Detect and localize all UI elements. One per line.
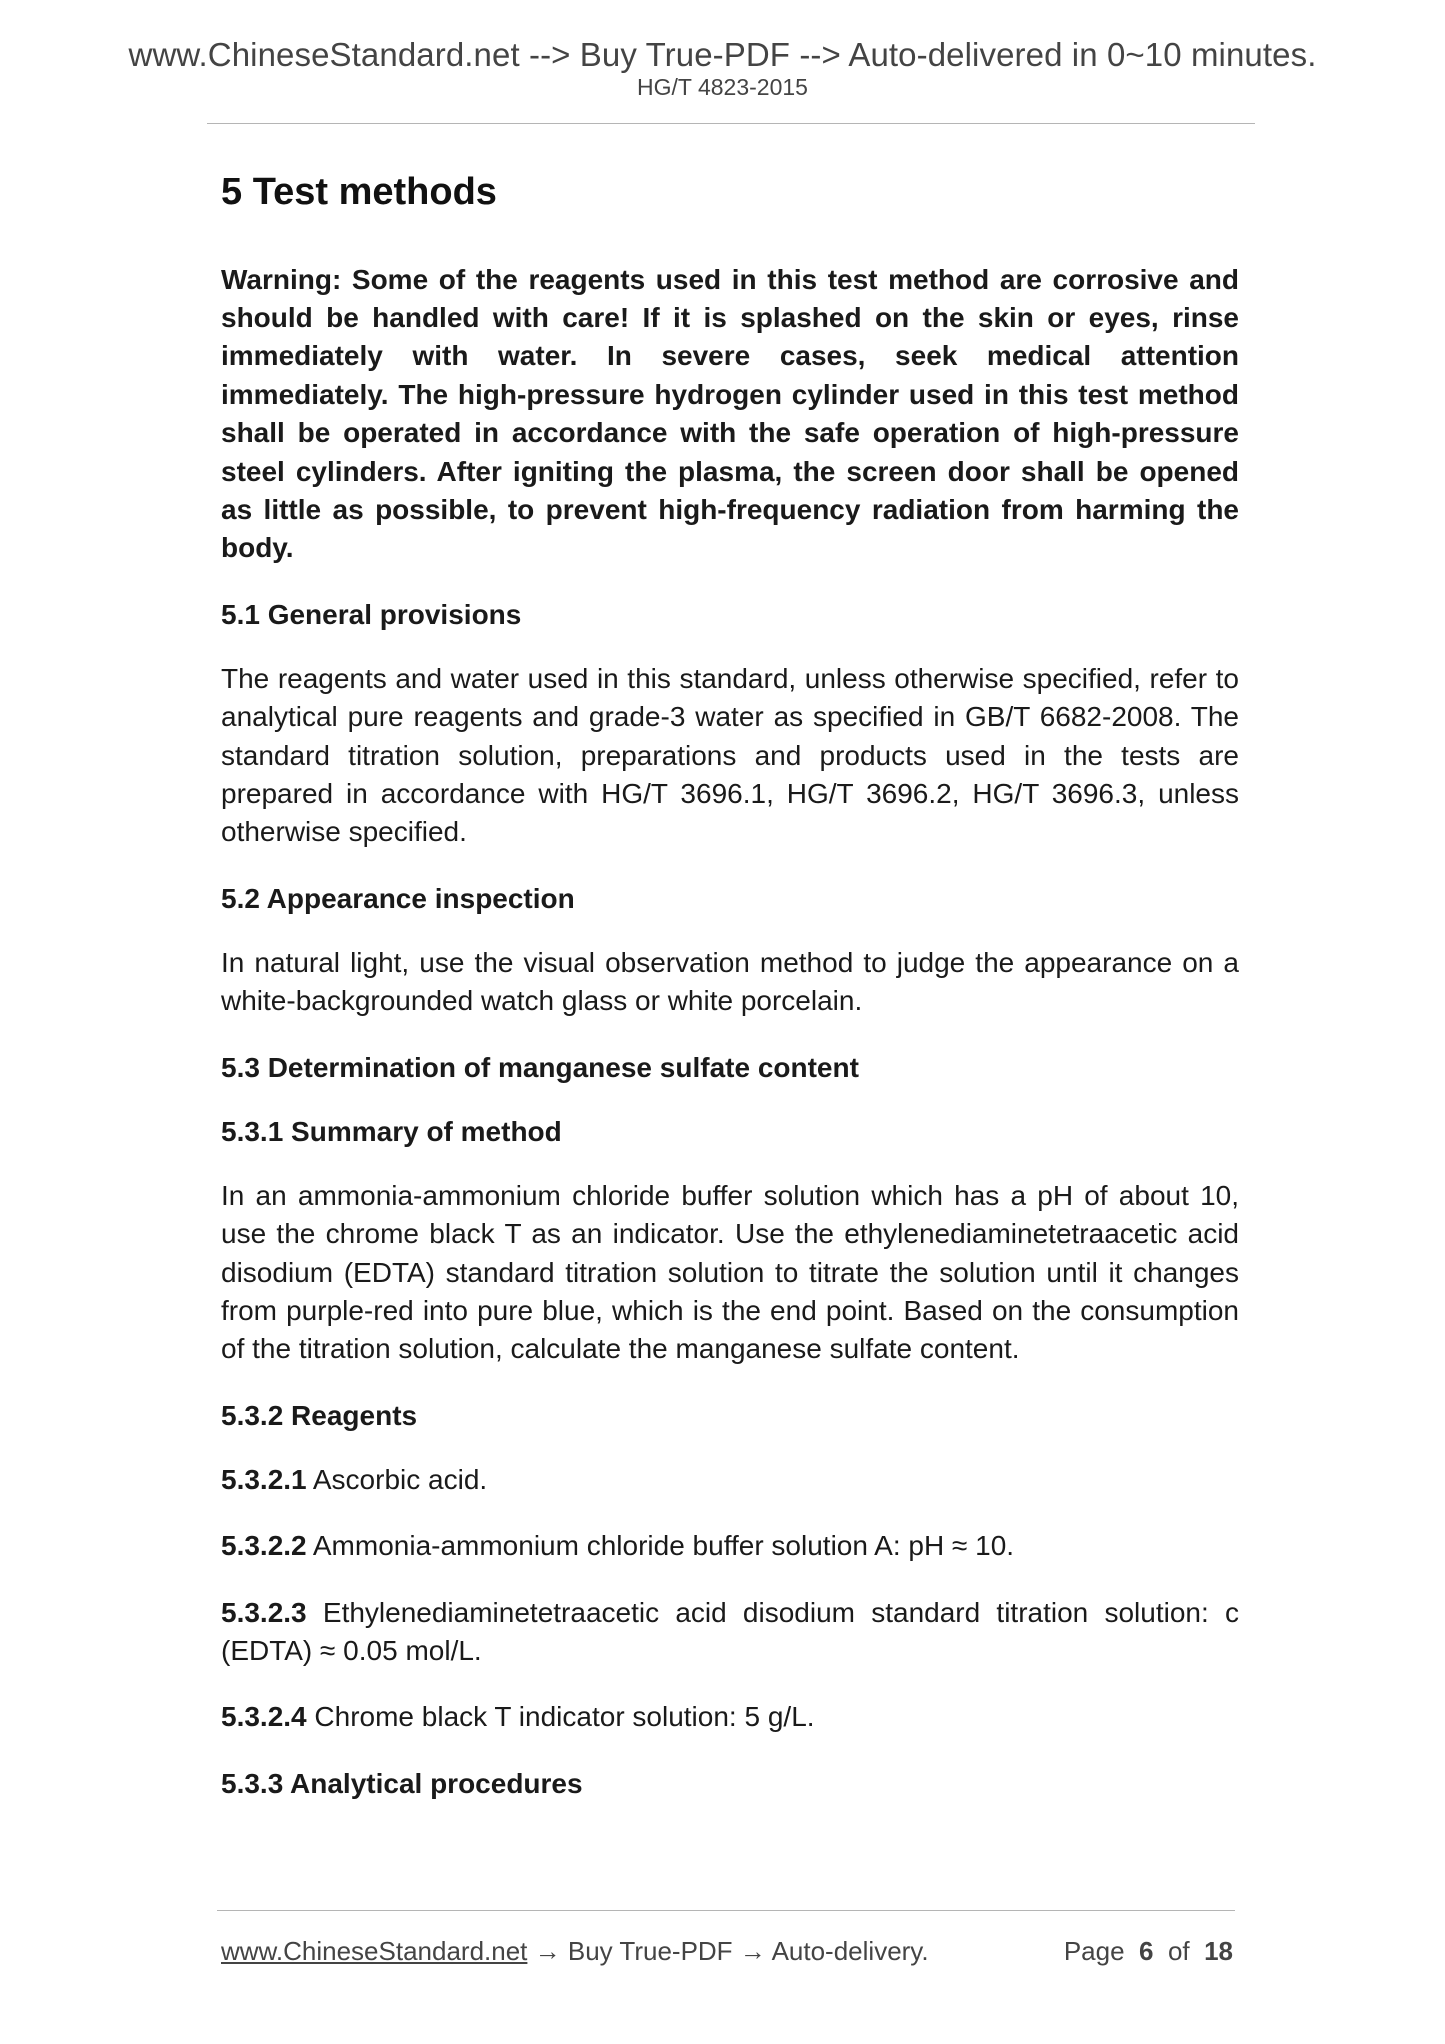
heading-5-3-3: 5.3.3 Analytical procedures <box>221 1767 583 1799</box>
reagent-text: Chrome black T indicator solution: 5 g/L. <box>314 1701 815 1733</box>
page-content <box>221 170 1239 1829</box>
heading-5-2: 5.2 Appearance inspection <box>221 882 575 914</box>
reagent-number: 5.3.2.4 <box>221 1701 307 1733</box>
section-title: 5 Test methods <box>221 171 497 213</box>
paragraph-5-2: In natural light, use the visual observation method to judge the appearance on a white-backgrounded watch glass or white porcelain. <box>221 946 1239 1017</box>
warning-paragraph: Warning: Some of the reagents used in this test method are corrosive and should be handled with care! If it is splashed on the skin or eyes, rinse immediately with water. In severe cases, seek medical attention immediately. The high-pressure hydrogen cylinder used in this test method shall be operated in accordance with the safe operation of high-pressure steel cylinders. After igniting the plasma, the screen door shall be opened as little as possible, to prevent high-frequency radiation from harming the body. <box>221 263 1239 564</box>
document-code: HG/T 4823-2015 <box>637 74 808 100</box>
reagent-item-1 <box>221 1461 1239 1499</box>
reagent-text: Ammonia-ammonium chloride buffer solution A: pH ≈ 10. <box>312 1530 1015 1562</box>
reagent-number: 5.3.2.3 <box>221 1596 307 1628</box>
page-footer <box>221 1934 1233 1968</box>
heading-5-1: 5.1 General provisions <box>221 598 522 630</box>
reagent-number: 5.3.2.1 <box>221 1463 307 1495</box>
page-indicator <box>1064 1934 1233 1968</box>
footer-tagline: → Buy True-PDF → Auto-delivery. <box>527 1936 929 1966</box>
reagent-text: Ethylenediaminetetraacetic acid disodium standard titration solution: c (EDTA) ≈ 0.05 mol/L. <box>221 1596 1239 1666</box>
page-total: 18 <box>1204 1936 1233 1966</box>
of-label: of <box>1167 1936 1190 1966</box>
reagent-item-3 <box>221 1594 1239 1671</box>
paragraph-5-1: The reagents and water used in this standard, unless otherwise specified, refer to analytical pure reagents and grade-3 water as specified in GB/T 6682-2008. The standard titration solution, preparations and products used in the tests are prepared in accordance with HG/T 3696.1, HG/T 3696.2, HG/T 3696.3, unless otherwise specified. <box>221 662 1239 848</box>
reagent-item-2 <box>221 1527 1239 1565</box>
footer-left <box>221 1934 929 1968</box>
heading-5-3-2: 5.3.2 Reagents <box>221 1399 418 1431</box>
heading-5-3: 5.3 Determination of manganese sulfate content <box>221 1051 859 1083</box>
page-label: Page <box>1063 1936 1125 1966</box>
paragraph-5-3-1: In an ammonia-ammonium chloride buffer solution which has a pH of about 10, use the chrome black T as an indicator. Use the ethylenediaminetetraacetic acid disodium (EDTA) standard titration solution to titrate the solution until it changes from purple-red into pure blue, which is the end point. Based on the consumption of the titration solution, calculate the manganese sulfate content. <box>221 1179 1239 1365</box>
reagent-number: 5.3.2.2 <box>221 1530 307 1562</box>
footer-site-link[interactable]: www.ChineseStandard.net <box>221 1936 528 1966</box>
header-divider <box>207 123 1255 124</box>
header-banner: www.ChineseStandard.net --> Buy True-PDF --> Auto-delivered in 0~10 minutes. <box>128 36 1317 73</box>
heading-5-3-1: 5.3.1 Summary of method <box>221 1115 562 1147</box>
footer-divider <box>217 1910 1235 1911</box>
page-number: 6 <box>1139 1936 1154 1966</box>
reagent-item-4 <box>221 1698 1239 1736</box>
reagent-text: Ascorbic acid. <box>312 1463 488 1495</box>
